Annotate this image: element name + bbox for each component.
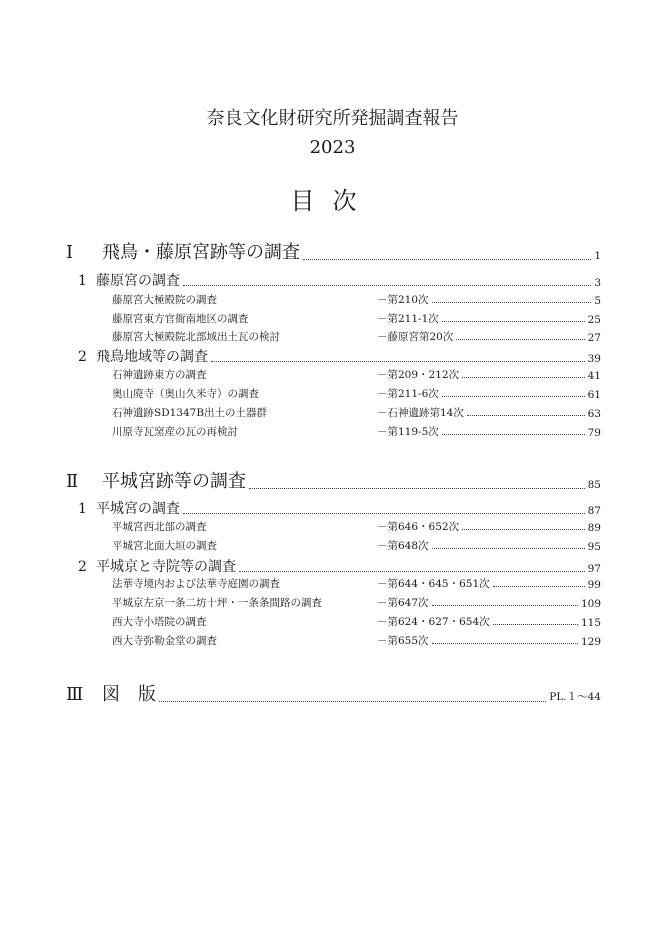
section-number: Ⅰ [66,242,74,263]
dot-leader [493,623,578,625]
item-title: 藤原宮東方官衙南地区の調査 [112,313,249,325]
item-title: 法華寺境内および法華寺庭園の調査 [112,578,280,590]
item-survey: －第647次 [377,597,429,609]
toc-item[interactable] [112,405,601,420]
page-number: 129 [580,636,601,648]
item-title: 藤原宮大極殿院の調査 [112,294,217,306]
dot-leader [432,301,592,303]
toc-subsection[interactable] [78,270,601,290]
toc-item[interactable] [112,595,601,610]
toc-item[interactable] [112,367,601,382]
item-title: 藤原宮大極殿院北部域出土瓦の検討 [112,331,280,343]
page-number: 61 [587,389,601,401]
toc-item[interactable] [112,614,601,629]
page-number: 87 [587,505,601,517]
toc-item[interactable] [112,576,601,591]
item-survey: －第648次 [377,540,429,552]
dot-leader [159,700,546,702]
dot-leader [456,338,584,340]
page-number: 89 [587,522,601,534]
dot-leader [493,585,585,587]
item-title: 平城宮北面大垣の調査 [112,540,217,552]
toc-item[interactable] [112,386,601,401]
subsection-title: 藤原宮の調査 [96,273,180,289]
item-survey: －第655次 [377,635,429,647]
dot-leader [211,360,585,362]
subsection-number: 1 [78,501,87,517]
item-survey: －第209・212次 [377,369,460,381]
dot-leader [432,547,585,549]
toc-item[interactable] [112,329,601,344]
toc-subsection[interactable] [78,498,601,518]
page-number: 25 [587,314,601,326]
page-number: 99 [587,579,601,591]
subsection-title: 平城宮の調査 [96,501,180,517]
page-number: 95 [587,541,601,553]
subsection-number: 2 [78,559,87,575]
page-number: 41 [587,370,601,382]
page-number: 39 [587,353,601,365]
dot-leader [183,512,585,514]
toc-subsection[interactable] [78,346,601,366]
toc-item[interactable] [112,311,601,326]
subsection-title: 飛鳥地域等の調査 [96,349,208,365]
item-title: 石神遺跡SD1347B出土の土器群 [112,407,268,419]
section-title: 平城宮跡等の調査 [102,471,246,492]
dot-leader [462,376,585,378]
dot-leader [442,395,585,397]
page-number: 115 [580,617,601,629]
item-title: 石神遺跡東方の調査 [112,369,207,381]
dot-leader [249,487,585,489]
dot-leader [239,570,585,572]
toc-subsection[interactable] [78,556,601,576]
toc-item[interactable] [112,424,601,439]
toc-item[interactable] [112,538,601,553]
dot-leader [442,320,585,322]
dot-leader [467,414,585,416]
dot-leader [432,642,578,644]
item-survey: －第211‐1次 [377,313,439,325]
subsection-title: 平城京と寺院等の調査 [96,559,236,575]
page-number: 5 [594,295,601,307]
item-survey: －第646・652次 [377,521,460,533]
subsection-number: 2 [78,349,87,365]
page-number: 97 [587,563,601,575]
item-title: 平城京左京一条二坊十坪・一条条間路の調査 [112,597,322,609]
toc-section[interactable] [66,467,601,493]
dot-leader [442,433,585,435]
section-title: 図 版 [102,684,156,705]
report-title: 奈良文化財研究所発掘調査報告 [206,108,459,129]
item-survey: －第119‐5次 [377,426,439,438]
section-title: 飛鳥・藤原宮跡等の調査 [102,242,300,263]
toc-section[interactable] [66,680,601,706]
page-number: 109 [580,598,601,610]
toc-section[interactable] [66,238,601,264]
page-number: 1 [594,250,601,262]
toc-item[interactable] [112,519,601,534]
dot-leader [303,258,591,260]
item-title: 西大寺小塔院の調査 [112,616,207,628]
subsection-number: 1 [78,273,87,289]
item-survey: －第624・627・654次 [377,616,490,628]
item-survey: －藤原宮第20次 [377,331,454,343]
section-number: Ⅱ [66,471,79,492]
toc-heading: 目次 [290,187,375,215]
page-number: PL.１～44 [549,691,601,703]
item-title: 川原寺瓦窯産の瓦の再検討 [112,426,238,438]
item-title: 西大寺弥勒金堂の調査 [112,635,217,647]
dot-leader [432,604,578,606]
item-title: 平城宮西北部の調査 [112,521,207,533]
page-number: 85 [587,479,601,491]
item-survey: －石神遺跡第14次 [377,407,464,419]
item-survey: －第210次 [377,294,429,306]
item-survey: －第644・645・651次 [377,578,490,590]
page-number: 3 [594,277,601,289]
dot-leader [183,284,591,286]
section-number: Ⅲ [66,684,84,705]
page-number: 63 [587,408,601,420]
page-number: 79 [587,427,601,439]
toc-item[interactable] [112,292,601,307]
item-title: 奥山廃寺（奥山久米寺）の調査 [112,388,259,400]
item-survey: －第211‐6次 [377,388,439,400]
report-year: 2023 [309,137,356,158]
page-number: 27 [587,332,601,344]
toc-item[interactable] [112,633,601,648]
dot-leader [462,528,585,530]
